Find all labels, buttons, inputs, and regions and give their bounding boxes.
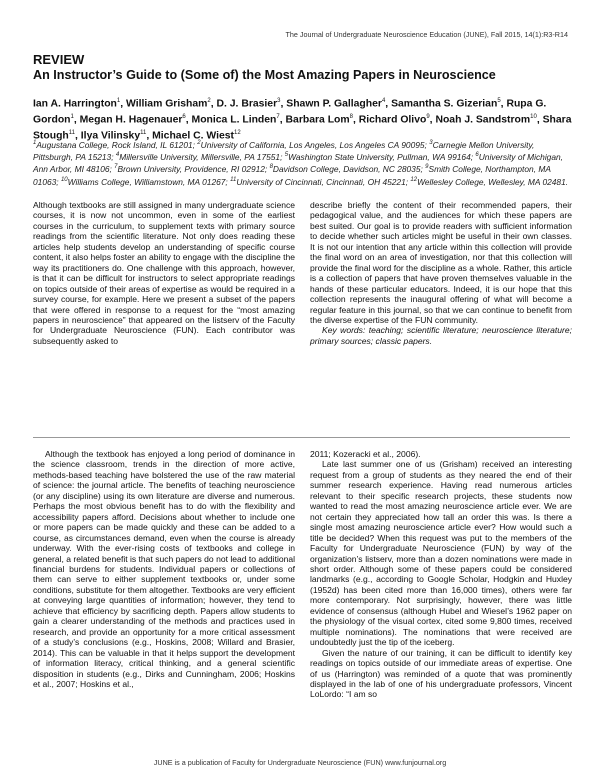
affiliation-number: 12 bbox=[410, 176, 418, 183]
page-footer: JUNE is a publication of Faculty for Undergraduate Neuroscience (FUN) www.funjournal.org bbox=[153, 758, 447, 767]
affiliation-number: 6 bbox=[475, 152, 479, 159]
affiliation-text: Millersville University, Millersville, PA 17551; bbox=[119, 152, 285, 162]
author-list: Ian A. Harrington$^1$, William Grisham$^2$, D. J. Brasier$^3$, Shawn P. Gallagher$^4$, Samantha S. Gizerian$^5$, Rupa G. Gordon$^1$, Megan H. Hagenauer$^6$, Monica L. Linden$^7$, Barbara Lom$^8$, Richard Olivo$^9$, Noah J. Sandstrom$^{10}$, Shara Stough$^{11}$, Ilya Vilinsky$^{11}$, Michael C. Wiest$^{12}$ bbox=[33, 98, 572, 142]
author-name: Shara Stough bbox=[33, 114, 572, 142]
affiliation-text: Smith College, Northampton, MA 01063; bbox=[33, 164, 551, 187]
body-paragraph: Given the nature of our training, it can be difficult to identify key readings on topics outside of our immediate areas of expertise. One of us (Harrington) was reminded of a quote that was prominently displayed in the lab of one of his undergraduate professors, Vincent LoLordo: “I am so bbox=[310, 647, 572, 700]
body-paragraph: Late last summer one of us (Grisham) received an interesting request from a group of students as they neared the end of their summer research experience. Having read numerous articles relevant to their specific research projects, these students now wanted to read the most amazing neuroscience article ever. We are not certain they appreciated how tall an order this was. Is there a single most amazing neuroscience article ever? How would such a title be decided? When this request was put to the members of the Faculty for Undergraduate Neuroscience (FUN) by way of the organization’s listserv, more than a dozen nominations were made in short order. Although some of these papers could be considered landmarks (e.g., according to Google Scholar, Hodgkin and Huxley (1952d) has been cited more than 16,000 times), others were far more contemporary. Not surprisingly, however, there was little evidence of consensus (although Hubel and Wiesel’s 1962 paper on the physiology of the visual cortex, cited some 9,800 times, received multiple nominations). The nominations that were received are undoubtedly just the tip of the iceberg. bbox=[310, 459, 572, 648]
keywords: Key words: teaching; scientific literature; neuroscience literature; primary sources; classic papers. bbox=[310, 325, 572, 346]
affiliation-list bbox=[33, 138, 573, 187]
affiliation-text: Brown University, Providence, RI 02912; bbox=[117, 164, 270, 175]
author-affiliation-mark: 12 bbox=[234, 129, 241, 136]
running-head: The Journal of Undergraduate Neuroscience Education (JUNE), Fall 2015, 14(1):R3-R14 bbox=[285, 30, 568, 39]
affiliation-number: 7 bbox=[114, 164, 118, 171]
affiliation-number: 1 bbox=[33, 140, 37, 146]
affiliation-text: Augustana College, Rock Island, IL 61201; bbox=[36, 139, 198, 150]
affiliation-text: University of Michigan, Ann Arbor, MI 48106; bbox=[33, 152, 563, 175]
author-name: Monica L. Linden bbox=[191, 114, 277, 126]
affiliation-number: 4 bbox=[115, 152, 120, 159]
author-name: William Grisham bbox=[126, 98, 208, 110]
author-name: D. J. Brasier bbox=[216, 98, 278, 110]
author-affiliation-mark: 1 bbox=[70, 113, 74, 120]
body-paragraph: 2011; Kozeracki et al., 2006). bbox=[310, 449, 421, 459]
section-label: REVIEW bbox=[33, 52, 85, 67]
affiliation-text: Williams College, Williamstown, MA 01267; bbox=[67, 176, 231, 187]
affiliation-text: University of Cincinnati, Cincinnati, OH 45221; bbox=[236, 176, 411, 187]
affiliation-number: 8 bbox=[269, 164, 273, 171]
author-affiliation-mark: 3 bbox=[277, 98, 281, 104]
affiliation-number: 9 bbox=[425, 164, 429, 171]
author-affiliation-mark: 5 bbox=[497, 98, 501, 104]
section-divider bbox=[33, 437, 570, 438]
author-affiliation-mark: 1 bbox=[116, 98, 121, 104]
author-affiliation-mark: 6 bbox=[182, 113, 186, 120]
abstract-paragraph: Although textbooks are still assigned in many undergraduate science courses, it is now not uncommon, even in some of the earliest courses in the curriculum, to supplement texts with primary source readings from the scientific literature. Not only does reading these articles help students develop an understanding of specific course content, it also helps foster an ability to engage with the discipline the way its practitioners do. One challenge with this approach, however, is that it can be difficult for instructors to select appropriate readings on topics outside of their areas of expertise as would be required in a survey course, for example. Here we present a subset of the papers that were offered in response to a request for the “most amazing papers in neuroscience” that appeared on the listserv of the Faculty for Undergraduate Neuroscience (FUN). Each contributor was subsequently asked to bbox=[33, 200, 295, 346]
abstract-left-column bbox=[33, 200, 295, 346]
affiliation-text: University of California, Los Angeles, Los Angeles CA 90095; bbox=[200, 139, 430, 150]
author-name: Megan H. Hagenauer bbox=[79, 114, 183, 126]
author-affiliation-mark: 11 bbox=[68, 129, 76, 136]
author-affiliation-mark: 4 bbox=[381, 98, 386, 104]
author-name: Michael C. Wiest bbox=[152, 130, 235, 142]
author-name: Samantha S. Gizerian bbox=[391, 98, 498, 110]
author-name: Rupa G. Gordon bbox=[33, 98, 547, 126]
body-left-column bbox=[33, 449, 295, 689]
body-right-column bbox=[310, 449, 572, 700]
abstract-right-column bbox=[310, 200, 572, 346]
article-title: An Instructor’s Guide to (Some of) the Most Amazing Papers in Neuroscience bbox=[33, 68, 496, 82]
affiliation-text: Wellesley College, Wellesley, MA 02481. bbox=[417, 176, 569, 187]
author-name: Noah J. Sandstrom bbox=[435, 114, 531, 126]
author-affiliation-mark: 9 bbox=[426, 113, 430, 120]
abstract-paragraph: describe briefly the content of their recommended papers, their pedagogical value, and the audiences for which these papers are best suited. Our goal is to provide readers with sufficient information to decide whether such articles might be useful in their own classes. It is not our intention that any article within this collection will provide the final word on an area of investigation, nor that this collection will provide the final word for the discipline as a whole. Rather, this article is a collection of papers that have proven themselves valuable in the hands of these particular educators. Indeed, it is our hope that this collection represents the inaugural offering of what will become a regular feature in this journal, so that we can continue to benefit from the diverse expertise of the FUN community. bbox=[310, 200, 572, 325]
affiliation-text: Davidson College, Davidson, NC 28035; bbox=[272, 164, 426, 175]
author-affiliation-mark: 10 bbox=[530, 113, 537, 120]
affiliation-number: 10 bbox=[60, 176, 68, 183]
author-name: Shawn P. Gallagher bbox=[286, 98, 382, 110]
body-paragraph: Although the textbook has enjoyed a long period of dominance in the science classroom, trends in the direction of more active, methods-based teaching have bolstered the use of the raw material of science: the journal article. The benefits of teaching neuroscience (or any discipline) using its own literature are diverse and numerous. Perhaps the most obvious benefit has to do with the flexibility and accessibility papers afford. Decisions about whether to include one or more papers can be made quickly and these can be added to a course, as circumstances demand, even when the course is already underway. With the ever-rising costs of textbooks and college in general, a related benefit is that such papers do not lead to additional financial burdens for students. Individual papers or collections of them can serve to either supplement textbooks or, under some conditions, substitute for them altogether. Textbooks are very efficient at conveying large quantities of information; however, they tend to achieve that efficiency by sacrificing depth. Papers allow students to gain a clearer understanding of the methods and practices used in research, and provide an opportunity for a more critical assessment of a study’s conclusions (e.g., Hoskins, 2008; Willard and Brasier, 2014). This can be valuable in that it helps support the development of information literacy, critical thinking, and a general scientific disposition in students (e.g., Dirks and Cunningham, 2006; Hoskins et al., 2007; Hoskins et al., bbox=[33, 449, 295, 689]
author-name: Barbara Lom bbox=[285, 114, 350, 126]
author-name: Richard Olivo bbox=[358, 114, 427, 126]
author-affiliation-mark: 7 bbox=[276, 113, 280, 120]
author-name: Ilya Vilinsky bbox=[80, 130, 141, 142]
affiliation-number: 2 bbox=[197, 140, 201, 146]
author-affiliation-mark: 8 bbox=[349, 113, 353, 120]
affiliation-number: 5 bbox=[284, 152, 289, 159]
author-affiliation-mark: 2 bbox=[207, 98, 211, 104]
author-name: Ian A. Harrington bbox=[33, 98, 117, 110]
affiliation-number: 11 bbox=[230, 176, 237, 183]
author-affiliation-mark: 11 bbox=[140, 129, 147, 136]
affiliation-number: 3 bbox=[429, 140, 433, 146]
affiliation-text: Washington State University, Pullman, WA 99164; bbox=[288, 152, 476, 162]
affiliation-text: Carnegie Mellon University, Pittsburgh, PA 15213; bbox=[33, 139, 535, 162]
